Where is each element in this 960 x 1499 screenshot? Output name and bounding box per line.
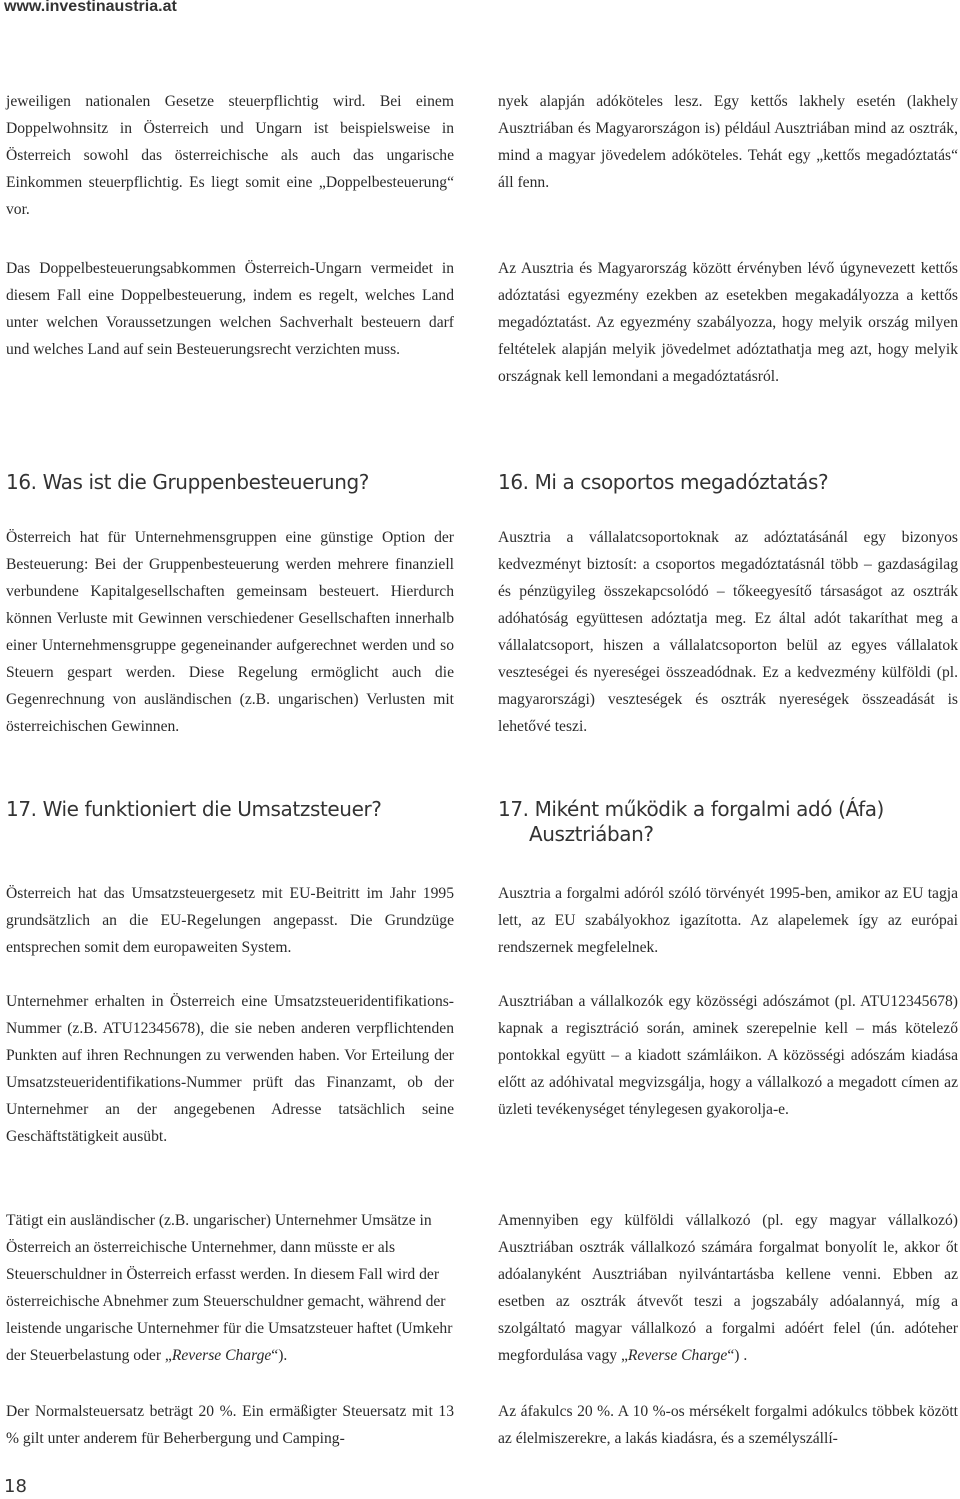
de-paragraph-2: Das Doppelbesteuerungsabkommen Österreich-Ungarn vermeidet in diesem Fall eine Doppelbesteuerung, indem es regelt, welches Land unter welchen Voraussetzungen welchen Sachverhalt besteuern darf und welches Land auf sein Besteuerungsrecht verzichten muss. (6, 260, 454, 358)
hu-heading-17-line-1: 17. Miként működik a forgalmi adó (Áfa) (498, 797, 884, 821)
hu-paragraph-2: Az Ausztria és Magyarország között érvényben lévő úgynevezett kettős adóztatási egyezmény ezekben az esetekben megakadályozza a kettős megadóztatást. Az egyezmény szabályozza, hogy melyik ország milyen feltételek alapján melyik jövedelmet adóztathatja meg azt, hogy melyik országnak kell lemondani a megadóztatásról. (498, 260, 958, 385)
de-paragraph-7: Der Normalsteuersatz beträgt 20 %. Ein ermäßigter Steuersatz mit 13 % gilt unter anderem für Beherbergung und Camping- (6, 1403, 454, 1447)
de-paragraph-4: Österreich hat das Umsatzsteuergesetz mit EU-Beitritt im Jahr 1995 grundsätzlich an die EU-Regelungen angepasst. Die Grundzüge entsprechen somit dem europaweiten System. (6, 885, 454, 956)
hu-heading-17 (498, 797, 958, 847)
hu-paragraph-3: Ausztria a vállalatcsoportoknak az adóztatásánál egy bizonyos kedvezményt biztosít: a csoportos megadóztatásnál több – gazdaságilag és pénzügyileg összekapcsolódó – tőkeegyesítő társaságot az osztrák adóhatóság együttesen adóztatja meg. Ez által adót takaríthat meg a vállalatcsoport, hiszen a vállalatcsoporton belül az egyes vállalatok veszteségei és nyereségei összeadódnak. Ez a kedvezmény külföldi (pl. magyarországi) veszteségek és osztrák nyereségek összeadását is lehetővé teszi. (498, 529, 958, 735)
de-heading-16: 16. Was ist die Gruppenbesteuerung? (6, 470, 369, 494)
de-paragraph-6-text: Tätigt ein ausländischer (z.B. ungarischer) Unternehmer Umsätze in Österreich an österreichische Unternehmer, dann müsste er als Steuerschuldner in Österreich erfasst werden. In diesem Fall wird der österreichische Abnehmer zum Steuerschuldner gemacht, während der leistende ungarische Unternehmer für die Umsatzsteuer haftet (Umkehr der Steuerbelastung oder „ (6, 1212, 453, 1364)
website-url: www.investinaustria.at (4, 0, 177, 15)
hu-paragraph-5: Ausztriában a vállalkozók egy közösségi adószámot (pl. ATU12345678) kapnak a regisztráció során, aminek szerepelnie kell – más kötelező pontokkal együtt – a kiadott számláikon. A közösségi adószám kiadása előtt az adóhivatal megvizsgálja, hogy a vállalkozó a megadott címen az üzleti tevékenységet ténylegesen gyakorolja-e. (498, 993, 958, 1118)
hu-paragraph-4: Ausztria a forgalmi adóról szóló törvényét 1995-ben, amikor az EU tagja lett, az EU szabályokhoz igazította. Az alapelemek így az európai rendszernek megfelelnek. (498, 885, 958, 956)
hu-paragraph-6-end: “) . (727, 1347, 748, 1364)
de-heading-17: 17. Wie funktioniert die Umsatzsteuer? (6, 797, 382, 821)
de-paragraph-5: Unternehmer erhalten in Österreich eine Umsatzsteueridentifikations-Nummer (z.B. ATU12345678), die sie neben anderen verpflichtenden Punkten auf ihren Rechnungen zu verwenden haben. Vor Erteilung der Umsatzsteueridentifikations-Nummer prüft das Finanzamt, ob der Unternehmer an der angegebenen Adresse tatsächlich seine Geschäftstätigkeit ausübt. (6, 993, 454, 1145)
hu-paragraph-7: Az áfakulcs 20 %. A 10 %-os mérsékelt forgalmi adókulcs többek között az élelmiszerekre, a lakás kiadásra, és a személyszállí- (498, 1403, 958, 1447)
de-paragraph-3: Österreich hat für Unternehmensgruppen eine günstige Option der Besteuerung: Bei der Gruppenbesteuerung werden mehrere finanziell verbundene Kapitalgesellschaften gemeinsam besteuert. Hierdurch können Verluste mit Gewinnen verschiedener Gesellschaften innerhalb einer Unternehmensgruppe gegeneinander aufgerechnet werden und so Steuern gespart werden. Diese Regelung ermöglicht auch die Gegenrechnung von ausländischen (z.B. ungarischen) Verlusten mit österreichischen Gewinnen. (6, 529, 454, 735)
hu-paragraph-6 (498, 1207, 958, 1369)
hu-paragraph-1: nyek alapján adóköteles lesz. Egy kettős lakhely esetén (lakhely Ausztriában és Magyarországon is) például Ausztriában mind az osztrák, mind a magyar jövedelem adóköteles. Tehát egy „kettős megadóztatás“ áll fenn. (498, 93, 958, 191)
hu-heading-17-line-2: Ausztriában? (529, 822, 654, 846)
hu-paragraph-6-text: Amennyiben egy külföldi vállalkozó (pl. egy magyar vállalkozó) Ausztriában osztrák vállalkozó számára forgalmat bonyolít le, akkor őt adóalanyként Ausztriában nyilvántartásba kellene venni. Ebben az esetben az osztrák átvevőt teszi a jogszabály adóalannyá, míg a szolgáltató magyar vállalkozó a forgalmi adóért felel (ún. adóteher megfordulása vagy „ (498, 1212, 958, 1364)
de-paragraph-1: jeweiligen nationalen Gesetze steuerpflichtig wird. Bei einem Doppelwohnsitz in Österreich und Ungarn ist beispielsweise in Österreich sowohl das österreichische als auch das ungarische Einkommen steuerpflichtig. Es liegt somit eine „Doppelbesteuerung“ vor. (6, 93, 454, 218)
de-paragraph-6-end: “). (271, 1347, 288, 1364)
hu-heading-16: 16. Mi a csoportos megadóztatás? (498, 470, 829, 494)
de-paragraph-6 (6, 1207, 454, 1369)
de-reverse-charge: Reverse Charge (171, 1347, 272, 1364)
hu-reverse-charge: Reverse Charge (627, 1347, 728, 1364)
page-number: 18 (4, 1476, 27, 1497)
